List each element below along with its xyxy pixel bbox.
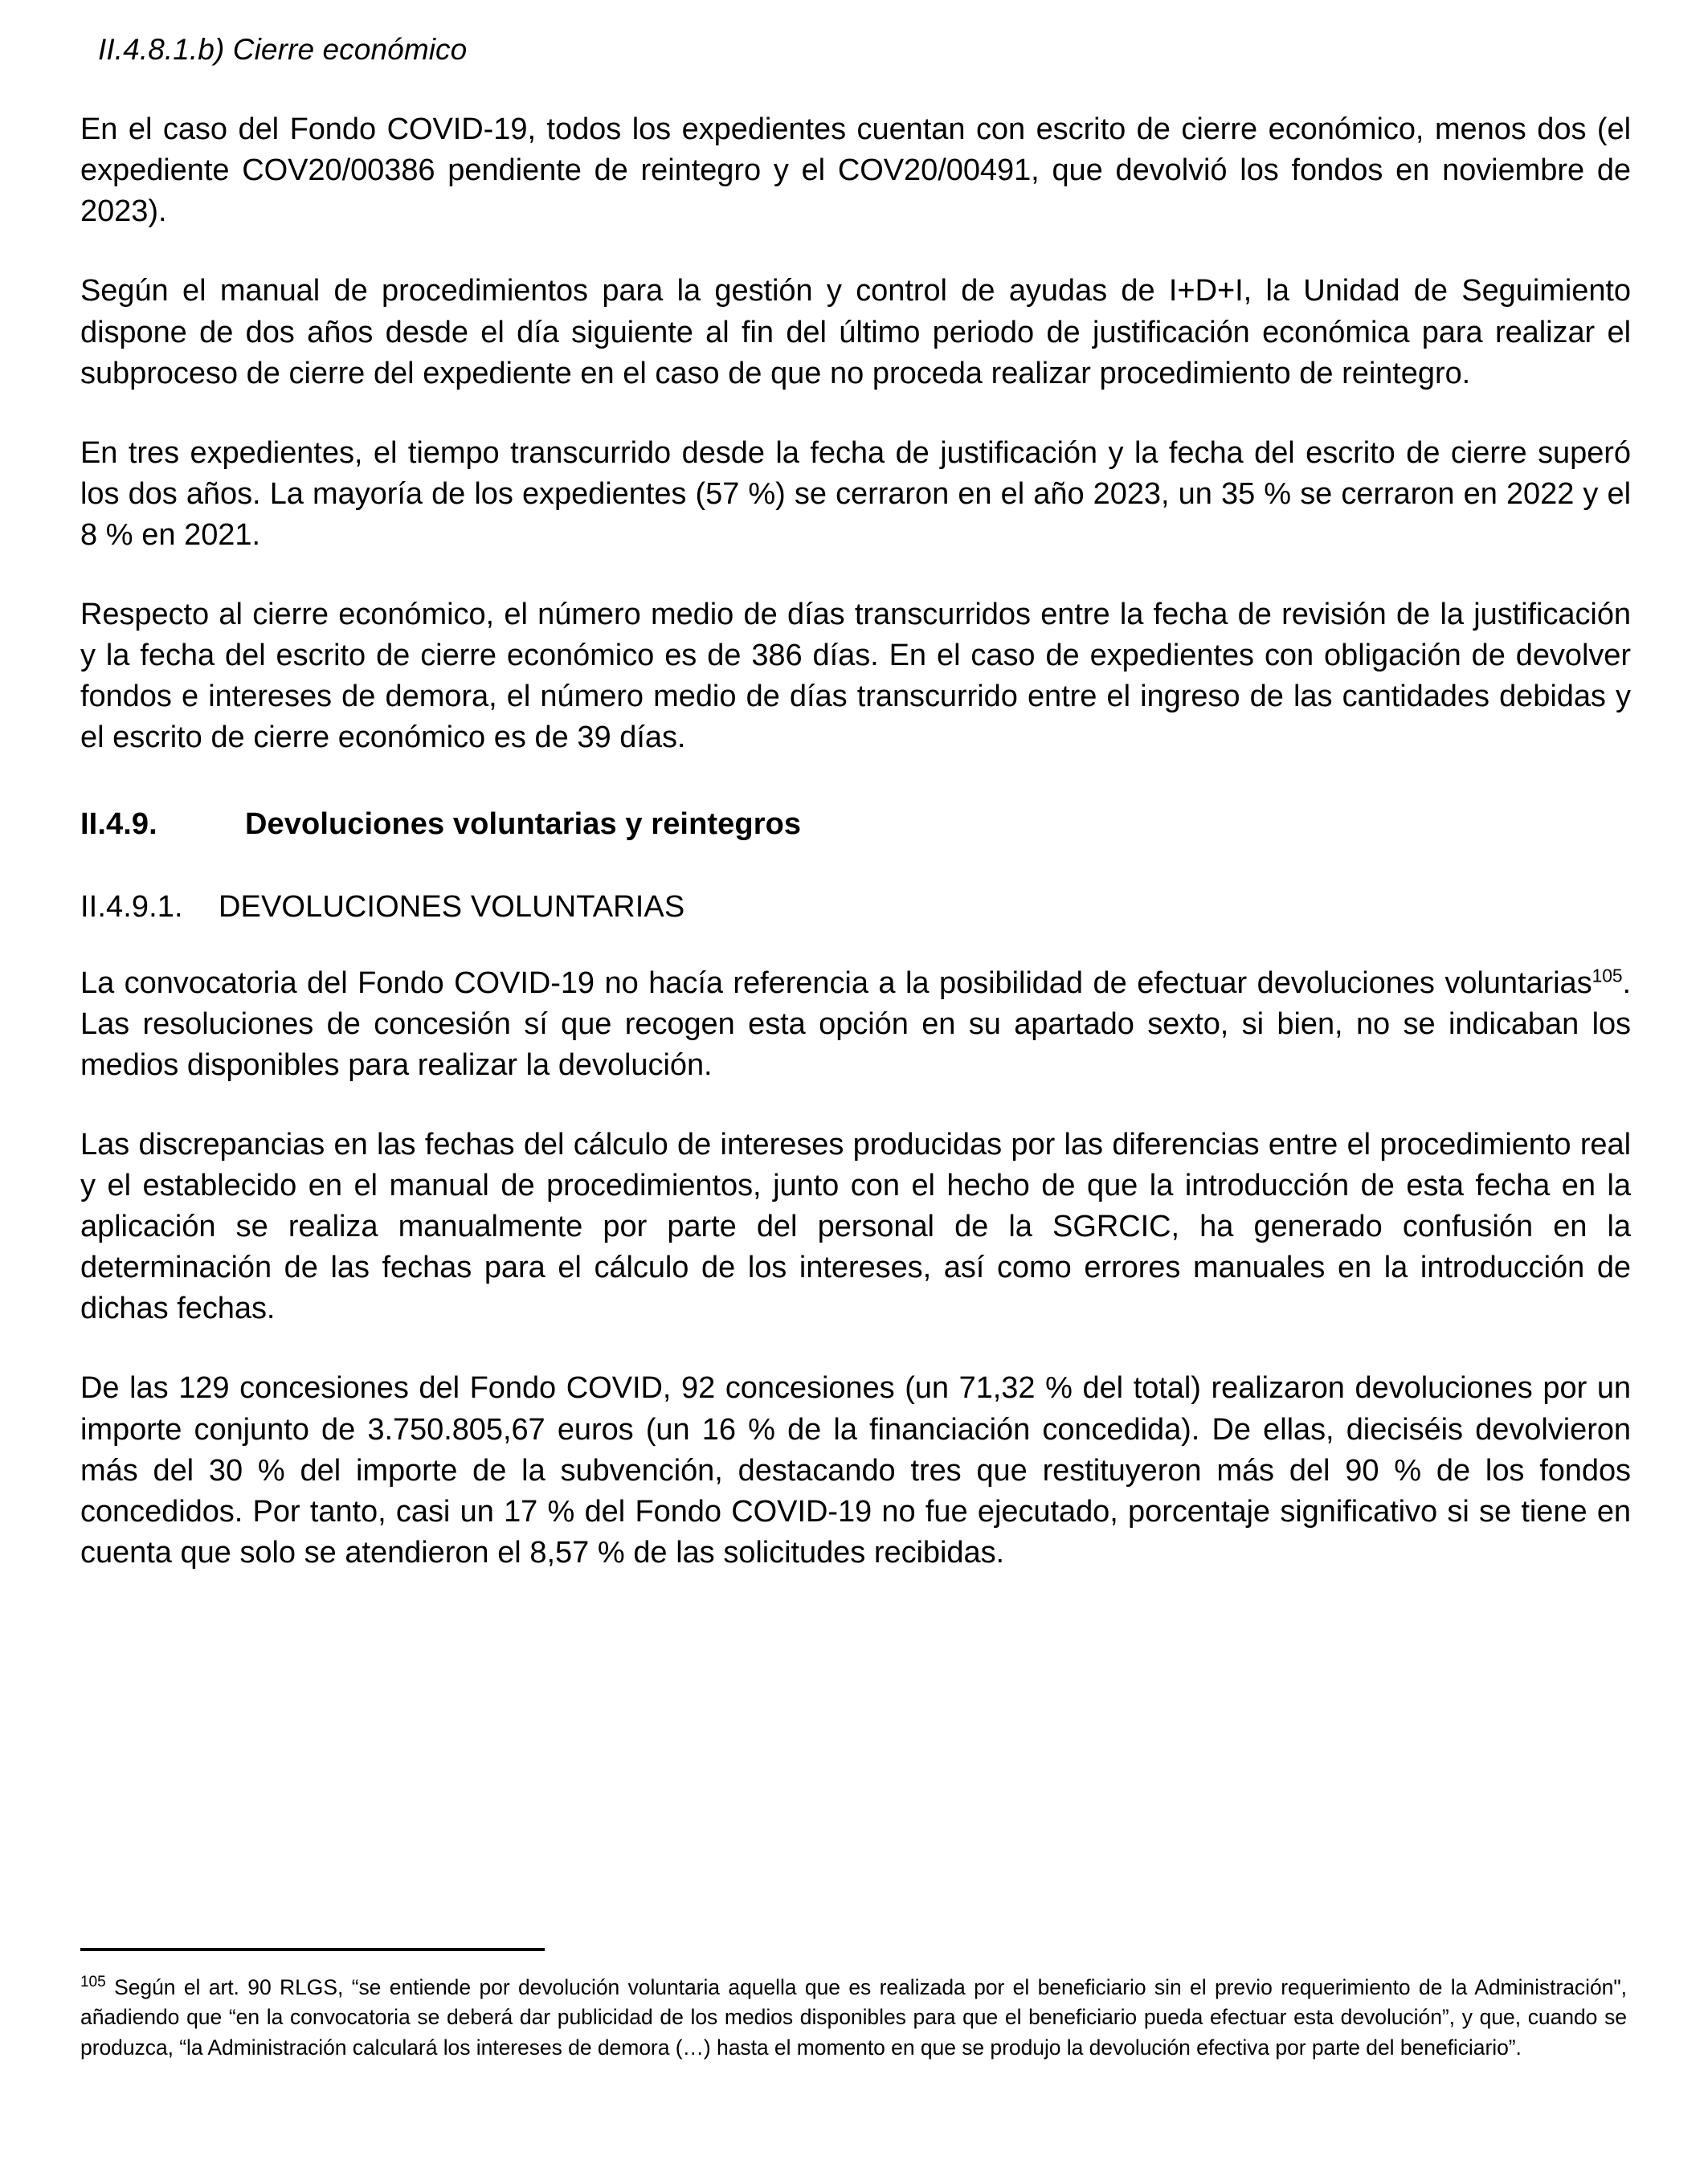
footnote-area xyxy=(80,1948,1631,2063)
heading-II-4-9-1 xyxy=(80,890,1631,925)
paragraph-3: En tres expedientes, el tiempo transcurrido desde la fecha de justificación y la fecha del escrito de cierre superó los dos años. La mayoría de los expedientes (57 %) se cerraron en el año 2023, un 35 % se cerraron en 2022 y el 8 % en 2021. xyxy=(80,435,1631,552)
section-heading: II.4.8.1.b) Cierre económico xyxy=(98,33,468,66)
footnote-body: Según el art. 90 RLGS, “se entiende por devolución voluntaria aquella que es realizada por el beneficiario sin el previo requerimiento de la Administración", añadiendo que “en la convocatoria se deberá dar publicidad de los medios disponibles para que el beneficiario pueda efectuar esta devolución”, y que, cuando se produzca, “la Administración calculará los intereses de demora (…) hasta el momento en que se produjo la devolución efectiva por parte del beneficiario”. xyxy=(80,1975,1627,2060)
footnote-reference-105[interactable]: 105 xyxy=(1592,964,1623,986)
paragraph-7: De las 129 concesiones del Fondo COVID, 92 concesiones (un 71,32 % del total) realizaron devoluciones por un importe conjunto de 3.750.805,67 euros (un 16 % de la financiación concedida). De ellas, dieciséis devolvieron más del 30 % del importe de la subvención, destacando tres que restituyeron más del 90 % de los fondos concedidos. Por tanto, casi un 17 % del Fondo COVID-19 no fue ejecutado, porcentaje significativo si se tiene en cuenta que solo se atendieron el 8,57 % de las solicitudes recibidas. xyxy=(80,1371,1631,1570)
paragraph-6: Las discrepancias en las fechas del cálculo de intereses producidas por las diferencias entre el procedimiento real y el establecido en el manual de procedimientos, junto con el hecho de que la introducción de esta fecha en la aplicación se realiza manualmente por parte del personal de la SGRCIC, ha generado confusión en la determinación de las fechas para el cálculo de los intereses, así como errores manuales en la introducción de dichas fechas. xyxy=(80,1127,1631,1326)
footnote-number: 105 xyxy=(80,1974,106,1991)
paragraph-5-part-2: . Las resoluciones de concesión sí que recogen esta opción en su apartado sexto, si bien, no se indicaban los medios disponibles para realizar la devolución. xyxy=(80,966,1631,1082)
paragraph-2: Según el manual de procedimientos para la gestión y control de ayudas de I+D+I, la Unidad de Seguimiento dispone de dos años desde el día siguiente al fin del último periodo de justificación económica para realizar el subproceso de cierre del expediente en el caso de que no proceda realizar procedimiento de reintegro. xyxy=(80,274,1631,390)
heading-II-4-9 xyxy=(80,807,1631,842)
heading-II-4-9-number: II.4.9. xyxy=(80,806,157,841)
paragraph-1: En el caso del Fondo COVID-19, todos los expedientes cuentan con escrito de cierre económico, menos dos (el expediente COV20/00386 pendiente de reintegro y el COV20/00491, que devolvió los fondos en noviembre de 2023). xyxy=(80,112,1631,229)
heading-II-4-9-1-number: II.4.9.1. xyxy=(80,889,183,924)
footnote-separator-rule xyxy=(80,1948,545,1951)
heading-II-4-9-title: Devoluciones voluntarias y reintegros xyxy=(245,806,802,841)
page-content xyxy=(80,0,1631,1574)
paragraph-5-part-1: La convocatoria del Fondo COVID-19 no hacía referencia a la posibilidad de efectuar devoluciones voluntarias xyxy=(80,966,1592,1000)
footnote-105 xyxy=(80,1973,1627,2063)
paragraph-5 xyxy=(80,963,1631,1086)
paragraph-4: Respecto al cierre económico, el número medio de días transcurridos entre la fecha de revisión de la justificación y la fecha del escrito de cierre económico es de 386 días. En el caso de expedientes con obligación de devolver fondos e intereses de demora, el número medio de días transcurrido entre el ingreso de las cantidades debidas y el escrito de cierre económico es de 39 días. xyxy=(80,598,1631,755)
heading-II-4-9-1-title: DEVOLUCIONES VOLUNTARIAS xyxy=(219,889,685,924)
